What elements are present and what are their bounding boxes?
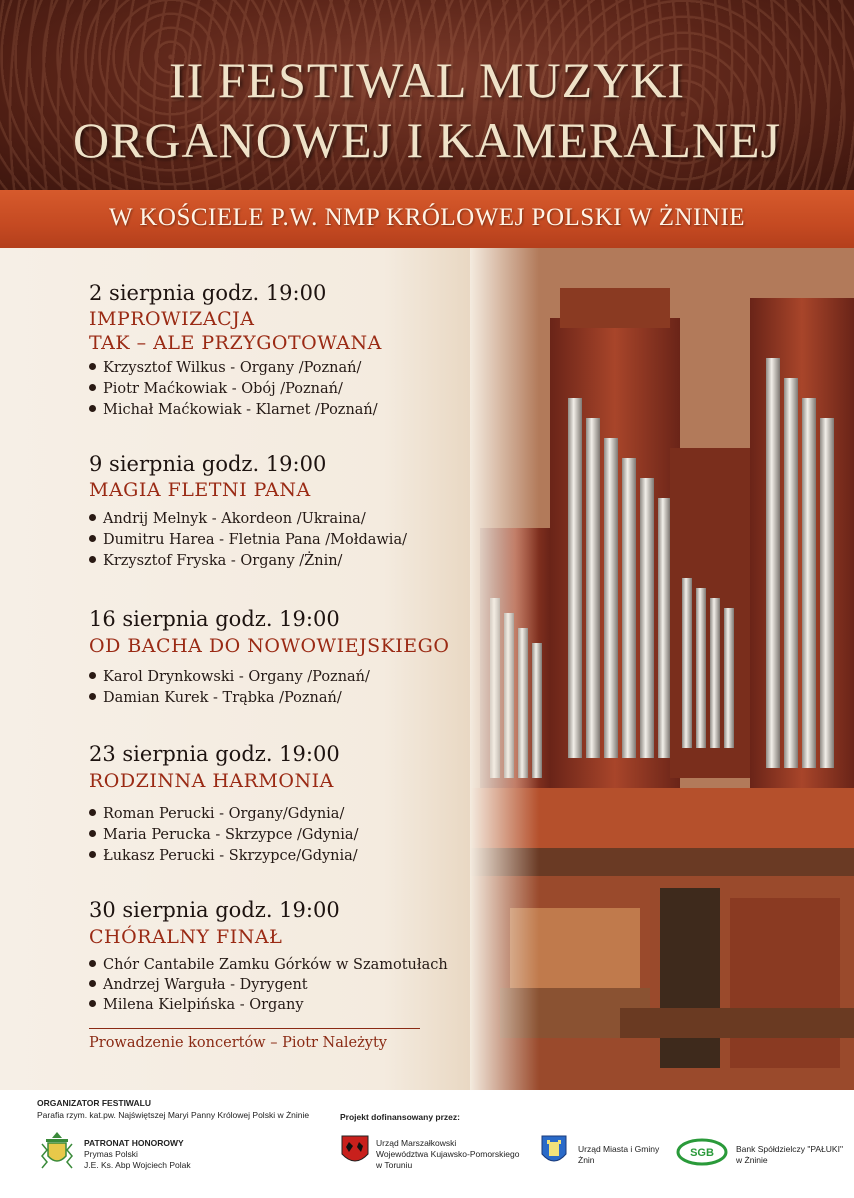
performer-text: Maria Perucka - Skrzypce /Gdynia/ [103, 827, 359, 843]
sponsor1-line2: Województwa Kujawsko-Pomorskiego [376, 1149, 520, 1159]
concert-date: 30 sierpnia godz. 19:00 [89, 898, 340, 922]
patron-line2: J.E. Ks. Abp Wojciech Polak [84, 1160, 191, 1170]
bullet-icon [89, 830, 96, 837]
bullet-icon [89, 809, 96, 816]
performer-item [89, 975, 308, 995]
performer-item [89, 530, 407, 550]
bullet-icon [89, 1000, 96, 1007]
performer-text: Damian Kurek - Trąbka /Poznań/ [103, 690, 342, 706]
concert-title: MAGIA FLETNI PANA [89, 479, 311, 501]
bullet-icon [89, 405, 96, 412]
performer-item [89, 667, 370, 687]
znin-crest-icon [540, 1134, 568, 1168]
concert-date: 23 sierpnia godz. 19:00 [89, 742, 340, 766]
divider [89, 1028, 420, 1029]
performer-item [89, 509, 366, 529]
sgb-logo-text: SGB [690, 1147, 714, 1159]
sgb-logo-icon [676, 1138, 728, 1166]
sponsor2-line2: Żnin [578, 1155, 595, 1165]
patron-label: PATRONAT HONOROWY [84, 1138, 184, 1148]
bullet-icon [89, 960, 96, 967]
performer-text: Andrzej Warguła - Dyrygent [103, 977, 308, 993]
patron-line1: Prymas Polski [84, 1149, 138, 1159]
host-credit: Prowadzenie koncertów – Piotr Należyty [89, 1035, 387, 1051]
performer-text: Roman Perucki - Organy/Gdynia/ [103, 806, 345, 822]
bullet-icon [89, 384, 96, 391]
concert-title: CHÓRALNY FINAŁ [89, 926, 283, 948]
performer-text: Piotr Maćkowiak - Obój /Poznań/ [103, 381, 343, 397]
sponsor1-line1: Urząd Marszałkowski [376, 1138, 457, 1148]
performer-text: Andrij Melnyk - Akordeon /Ukraina/ [103, 511, 366, 527]
concert-date: 16 sierpnia godz. 19:00 [89, 607, 340, 631]
performer-text: Milena Kielpińska - Organy [103, 997, 304, 1013]
bullet-icon [89, 693, 96, 700]
performer-text: Krzysztof Fryska - Organy /Żnin/ [103, 553, 343, 569]
performer-item [89, 825, 358, 845]
bullet-icon [89, 851, 96, 858]
concert-title: TAK – ALE PRZYGOTOWANA [89, 332, 382, 354]
festival-title-line1: II FESTIWAL MUZYKI [168, 52, 686, 108]
performer-item [89, 358, 361, 378]
coat-of-arms-icon [38, 1130, 76, 1170]
concert-title: IMPROWIZACJA [89, 308, 255, 330]
venue-text: W KOŚCIELE P.W. NMP KRÓLOWEJ POLSKI W ŻNINIE [108, 204, 746, 231]
organizer-label: ORGANIZATOR FESTIWALU [37, 1098, 151, 1108]
performer-item [89, 955, 448, 975]
performer-text: Chór Cantabile Zamku Górków w Szamotułach [103, 957, 448, 973]
performer-item [89, 846, 358, 866]
kujawsko-pomorskie-crest-icon [340, 1134, 370, 1168]
performer-item [89, 688, 342, 708]
performer-item [89, 995, 304, 1015]
sponsor3-line2: w Żninie [736, 1155, 768, 1165]
performer-text: Krzysztof Wilkus - Organy /Poznań/ [103, 360, 362, 376]
organizer-name: Parafia rzym. kat.pw. Najświętszej Maryi Panny Królowej Polski w Żninie [37, 1110, 310, 1120]
concert-date: 9 sierpnia godz. 19:00 [89, 452, 327, 476]
bullet-icon [89, 980, 96, 987]
sponsor2-line1: Urząd Miasta i Gminy [578, 1144, 660, 1154]
organ-image [470, 248, 854, 1090]
performer-item [89, 379, 343, 399]
concert-title: RODZINNA HARMONIA [89, 770, 334, 792]
performer-item [89, 551, 342, 571]
concert-date: 2 sierpnia godz. 19:00 [89, 281, 327, 305]
performer-text: Michał Maćkowiak - Klarnet /Poznań/ [103, 402, 378, 418]
performer-item [89, 400, 378, 420]
sponsor3-line1: Bank Spółdzielczy "PAŁUKI" [736, 1144, 843, 1154]
bullet-icon [89, 363, 96, 370]
performer-text: Karol Drynkowski - Organy /Poznań/ [103, 669, 370, 685]
footer [0, 1090, 854, 1198]
bullet-icon [89, 535, 96, 542]
performer-text: Łukasz Perucki - Skrzypce/Gdynia/ [103, 848, 358, 864]
festival-title-line2: ORGANOWEJ I KAMERALNEJ [72, 112, 782, 168]
funded-label: Projekt dofinansowany przez: [340, 1112, 460, 1122]
bullet-icon [89, 514, 96, 521]
concert-title: OD BACHA DO NOWOWIEJSKIEGO [89, 635, 450, 657]
sponsor1-line3: w Toruniu [376, 1160, 413, 1170]
performer-text: Dumitru Harea - Fletnia Pana /Mołdawia/ [103, 532, 407, 548]
bullet-icon [89, 672, 96, 679]
performer-item [89, 804, 344, 824]
bullet-icon [89, 556, 96, 563]
